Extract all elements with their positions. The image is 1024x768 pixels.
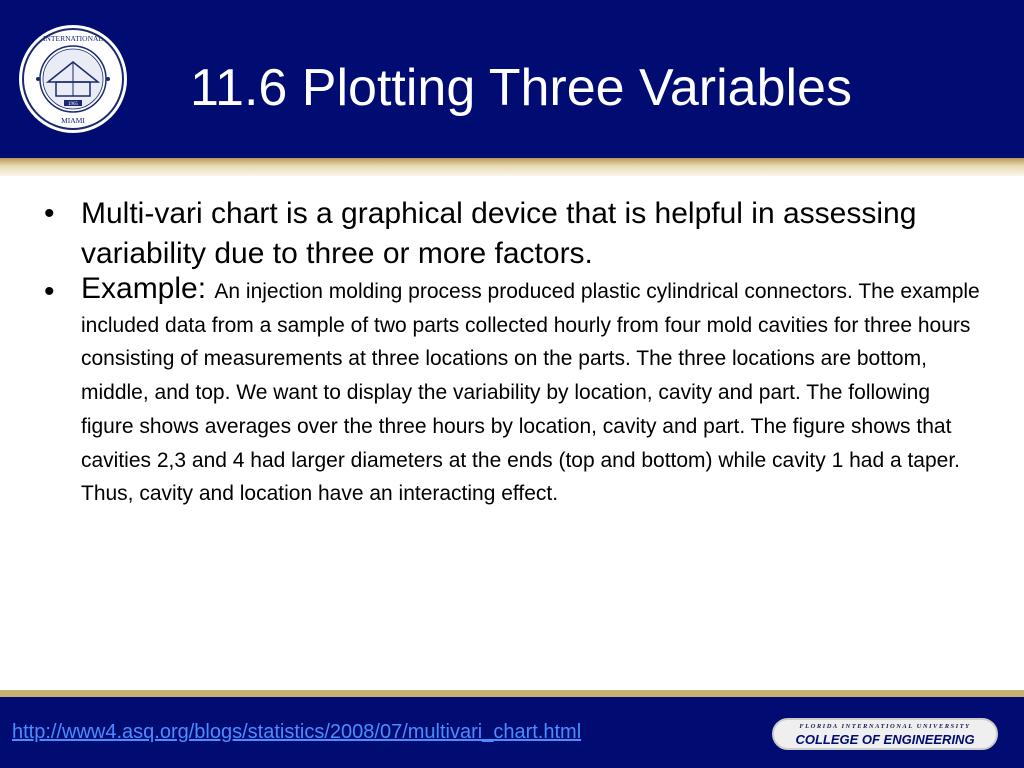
bullet-marker: • [44, 197, 55, 230]
bullet-item [44, 272, 984, 511]
bullet-lead-label: Example: [81, 272, 215, 305]
bullet-item [44, 194, 984, 274]
header-gold-stripe [0, 158, 1024, 176]
svg-text:1965: 1965 [68, 102, 78, 107]
footer-gold-line [0, 690, 1024, 697]
bullet-text: An injection molding process produced plastic cylindrical connectors. The example included data from a sample of two parts collected hourly from four mold cavities for three hours consisting of measurements at three locations on the parts. The three locations are bottom, middle, and top. We want to display the variability by location, cavity and part. The following figure shows averages over the three hours by location, cavity and part. The figure shows that cavities 2,3 and 4 had larger diameters at the ends (top and bottom) while cavity 1 had a taper. Thus, cavity and location have an interacting effect. [81, 280, 980, 506]
bullet-text: Multi-vari chart is a graphical device that is helpful in assessing variability due to three or more factors. [81, 197, 917, 270]
page-title: 11.6 Plotting Three Variables [190, 59, 852, 117]
logo-university-text: FLORIDA INTERNATIONAL UNIVERSITY [799, 723, 971, 730]
seal-lettering-bottom: MIAMI [61, 116, 85, 125]
university-seal-icon [18, 24, 128, 134]
slide-body [44, 194, 984, 511]
source-link[interactable]: http://www4.asq.org/blogs/statistics/2008/07/multivari_chart.html [12, 721, 582, 743]
bullet-text-block [81, 272, 984, 511]
bullet-marker: • [44, 275, 55, 308]
seal-lettering-top: INTERNATIONAL [43, 34, 103, 43]
logo-college-text: COLLEGE OF ENGINEERING [795, 732, 975, 747]
college-logo [772, 718, 998, 750]
